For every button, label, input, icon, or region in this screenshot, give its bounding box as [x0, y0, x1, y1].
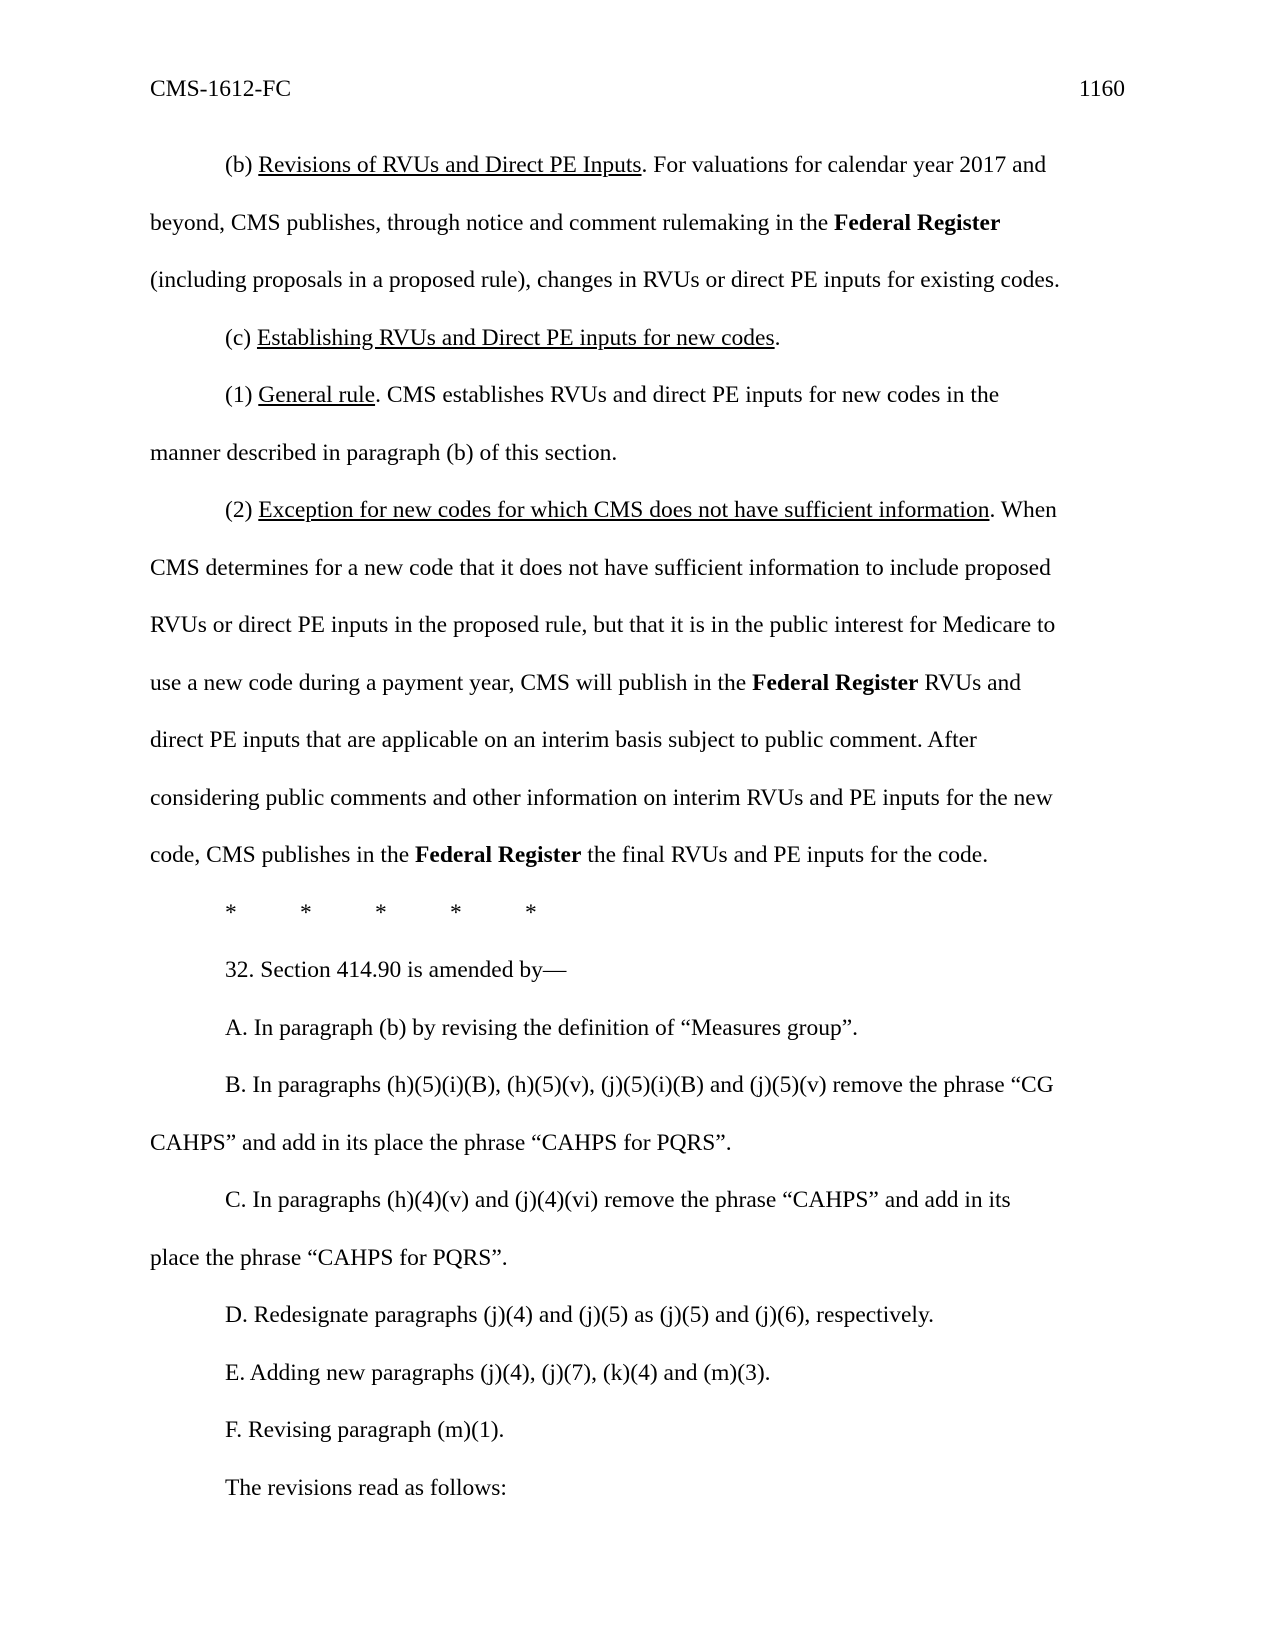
bold-term: Federal Register [415, 842, 582, 868]
amendment-item-d: D. Redesignate paragraphs (j)(4) and (j)(5) as (j)(5) and (j)(6), respectively. [225, 1302, 935, 1328]
paragraph-label: (b) [225, 152, 259, 178]
amendment-item-a: A. In paragraph (b) by revising the definition of “Measures group”. [225, 1014, 858, 1041]
amendment-item-e: E. Adding new paragraphs (j)(4), (j)(7), (k)(4) and (m)(3). [225, 1359, 771, 1386]
paragraph-text: . [774, 324, 781, 351]
paragraph-text: (including proposals in a proposed rule), changes in RVUs or direct PE inputs for existing codes. [150, 267, 1060, 293]
page-number: 1160 [1078, 76, 1125, 102]
paragraph-heading: Exception for new codes for which CMS does not have sufficient information [258, 497, 990, 523]
star: * [225, 899, 237, 926]
paragraph-c1-line-2 [150, 438, 1127, 496]
paragraph-b-line-3 [150, 265, 1127, 323]
paragraph-c2-line-4 [150, 668, 1127, 726]
bold-term: Federal Register [752, 669, 919, 696]
paragraph-c2-line-5 [150, 725, 1127, 783]
paragraph-label: (c) [225, 324, 257, 351]
paragraph-text: the final RVUs and PE inputs for the code. [581, 842, 989, 868]
paragraph-c2-line-3 [150, 610, 1127, 668]
paragraph-label: (1) [225, 382, 259, 408]
paragraph-b-line-2 [150, 208, 1127, 266]
star: * [300, 899, 312, 926]
amendment-item-b-line-1: B. In paragraphs (h)(5)(i)(B), (h)(5)(v), (j)(5)(i)(B) and (j)(5)(v) remove the phrase “CG [225, 1072, 1054, 1098]
paragraph-c2-line-2 [150, 553, 1127, 611]
paragraph-c2-line-1 [150, 495, 1127, 553]
amendment-item-c-line-1: C. In paragraphs (h)(4)(v) and (j)(4)(vi) remove the phrase “CAHPS” and add in its [225, 1187, 1011, 1213]
omission-stars [150, 898, 1127, 956]
paragraph-text: direct PE inputs that are applicable on an interim basis subject to public comment. After [150, 727, 977, 753]
paragraph-label: (2) [225, 497, 259, 523]
paragraph-text: RVUs and [918, 669, 1022, 696]
star: * [375, 899, 387, 926]
amendment-intro: 32. Section 414.90 is amended by— [225, 957, 567, 983]
paragraph-b-line-1 [150, 150, 1127, 208]
paragraph-text: manner described in paragraph (b) of this section. [150, 439, 618, 466]
paragraph-c1-line-1 [150, 380, 1127, 438]
star: * [450, 899, 462, 926]
amendment-closing: The revisions read as follows: [225, 1474, 507, 1501]
star: * [525, 899, 537, 926]
paragraph-text: considering public comments and other information on interim RVUs and PE inputs for the new [150, 784, 1053, 811]
paragraph-text: CMS determines for a new code that it does not have sufficient information to include proposed [150, 554, 1051, 581]
paragraph-heading: Establishing RVUs and Direct PE inputs for new codes [256, 324, 775, 351]
amendment-item-c-line-2: place the phrase “CAHPS for PQRS”. [150, 1244, 508, 1271]
paragraph-text: use a new code during a payment year, CMS will publish in the [150, 669, 753, 696]
paragraph-text: . When [989, 497, 1057, 523]
paragraph-text: RVUs or direct PE inputs in the proposed rule, but that it is in the public interest for Medicare to [150, 612, 1056, 638]
document-id: CMS-1612-FC [150, 76, 292, 102]
paragraph-text: code, CMS publishes in the [150, 842, 416, 868]
paragraph-c2-line-7 [150, 840, 1127, 898]
bold-term: Federal Register [834, 209, 1001, 236]
paragraph-text: . CMS establishes RVUs and direct PE inputs for new codes in the [375, 382, 1000, 408]
paragraph-c-line-1 [150, 323, 1127, 381]
amendment-item-f: F. Revising paragraph (m)(1). [225, 1417, 505, 1443]
document-body [150, 150, 1127, 1530]
paragraph-text: beyond, CMS publishes, through notice and comment rulemaking in the [150, 209, 835, 236]
paragraph-text: . For valuations for calendar year 2017 and [641, 152, 1047, 178]
amendment-item-b-line-2: CAHPS” and add in its place the phrase “CAHPS for PQRS”. [150, 1129, 732, 1156]
paragraph-heading: General rule [258, 382, 376, 408]
paragraph-c2-line-6 [150, 783, 1127, 841]
paragraph-heading: Revisions of RVUs and Direct PE Inputs [258, 152, 642, 178]
page-header [150, 74, 1125, 104]
